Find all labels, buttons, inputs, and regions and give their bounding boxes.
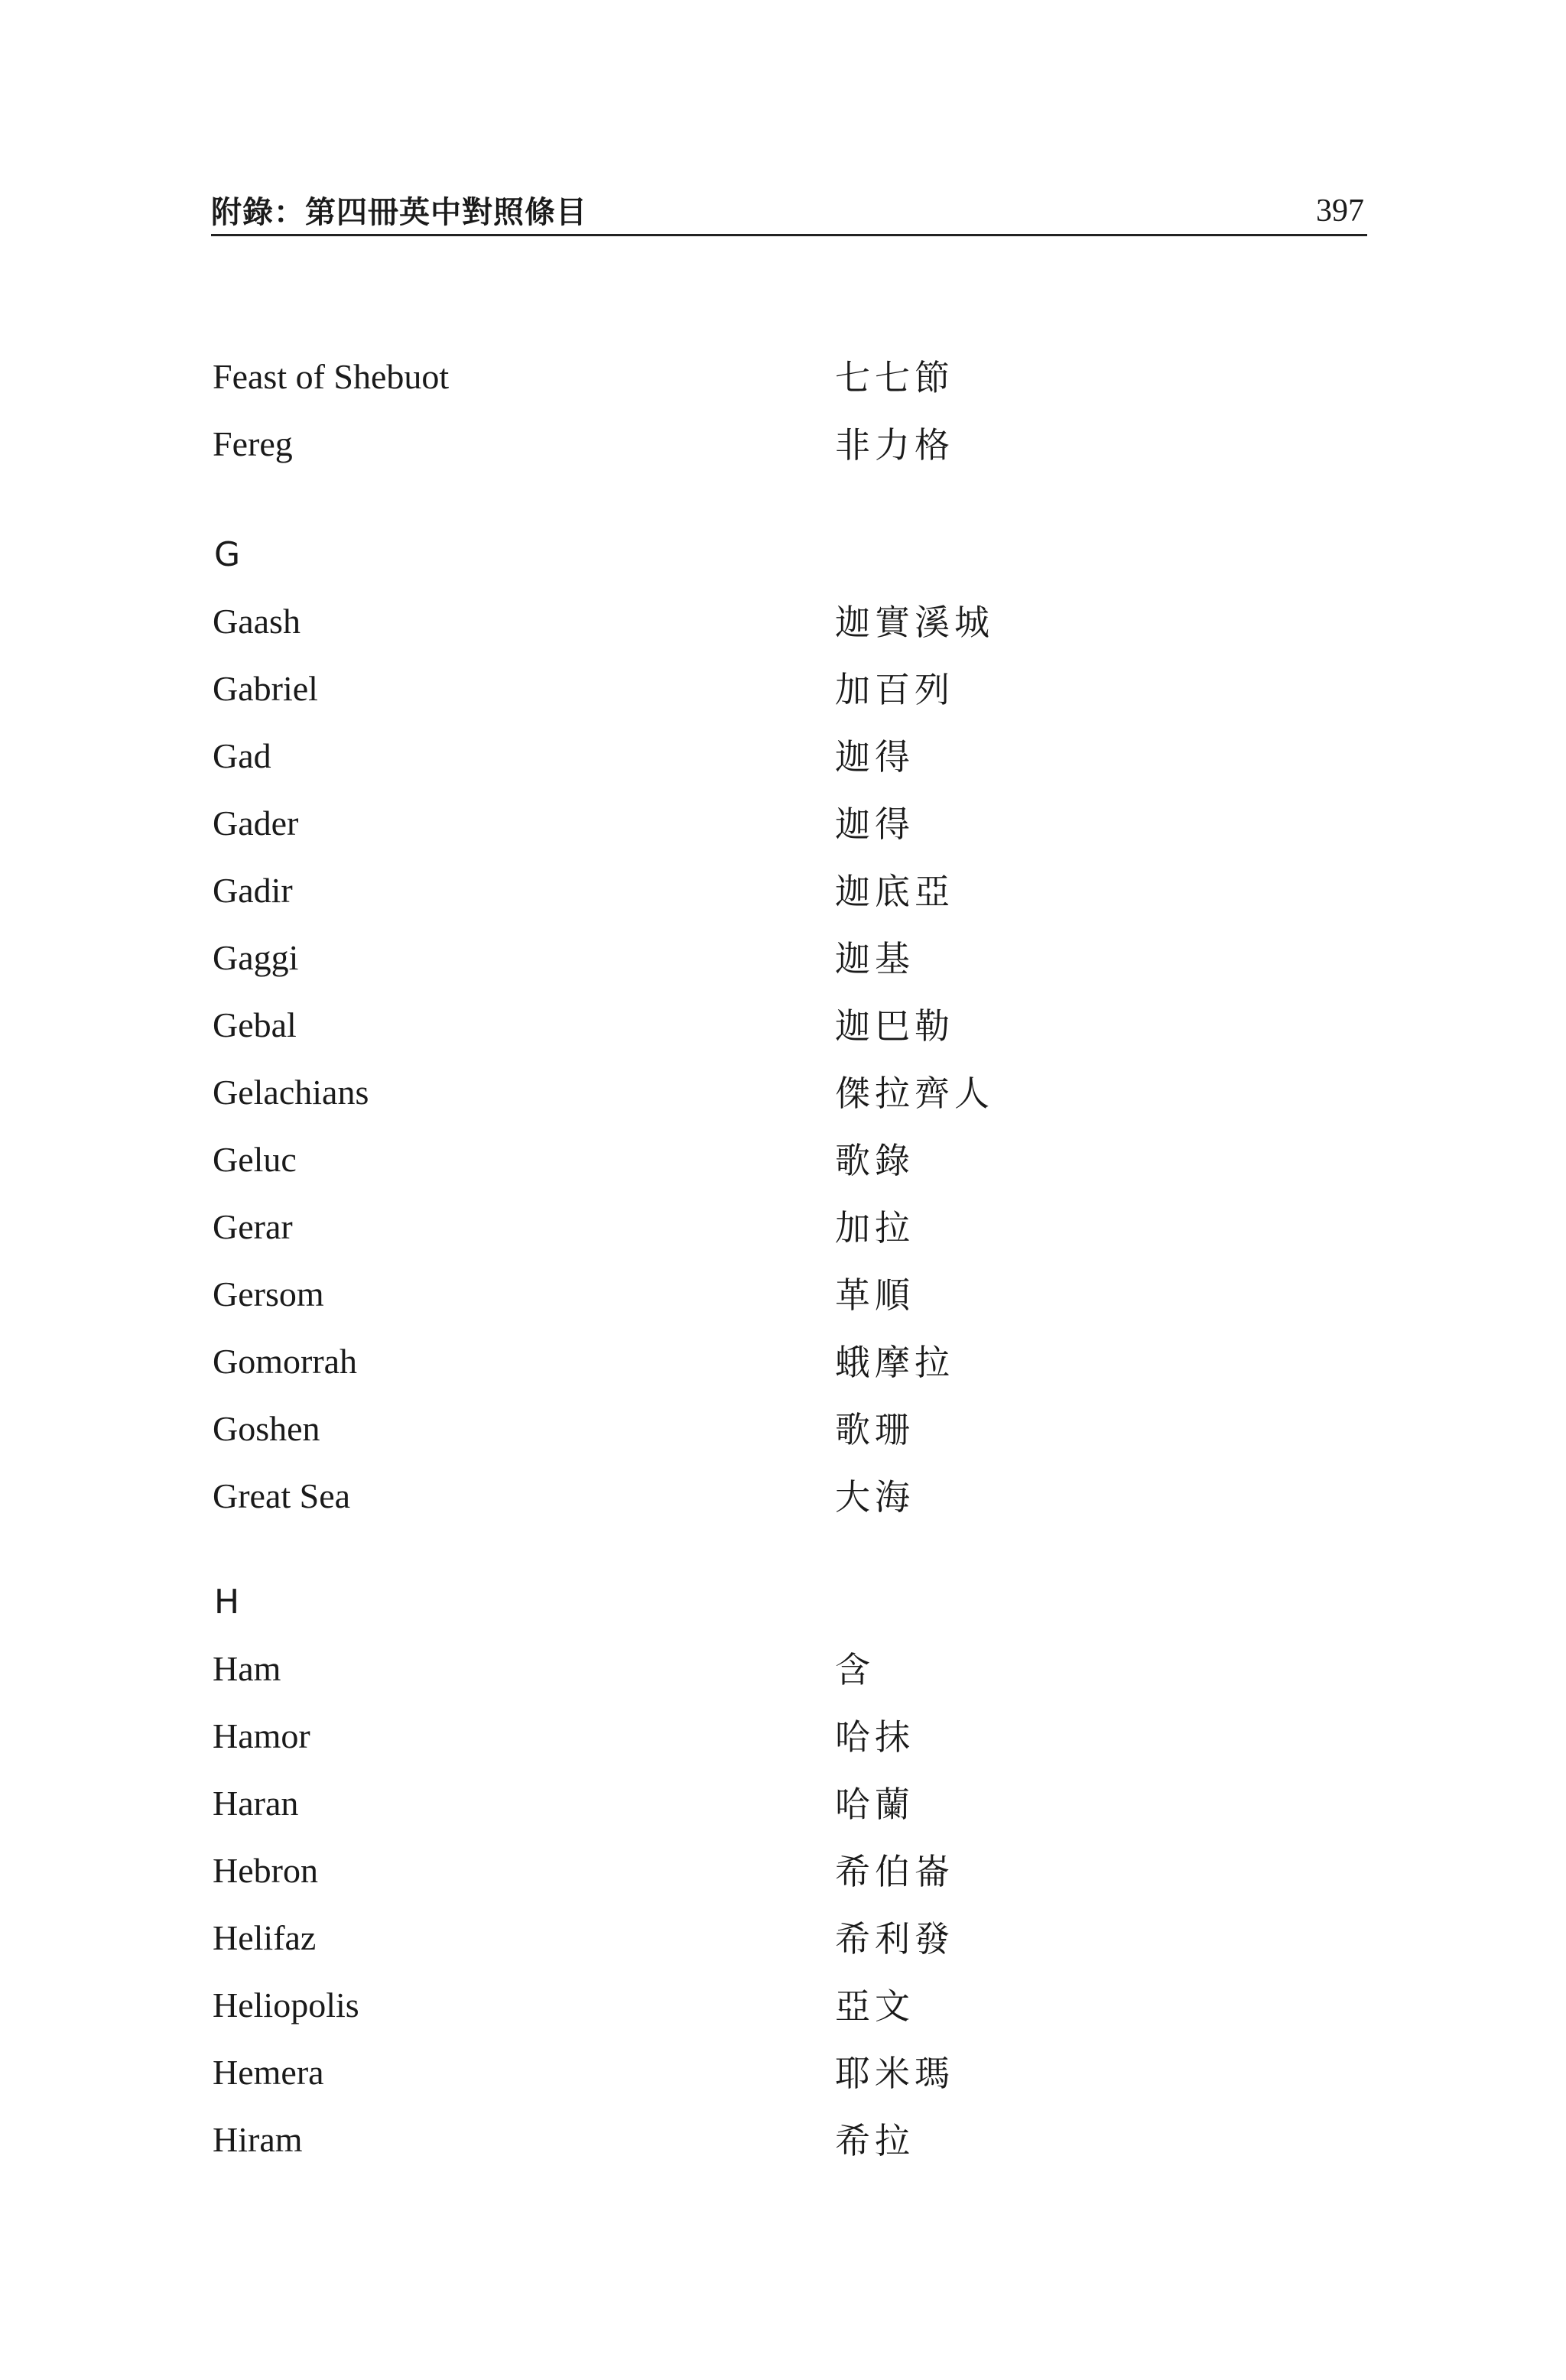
entry-row	[0, 1072, 1566, 1133]
entry-row	[0, 1716, 1566, 1777]
english-term: Gaash	[213, 602, 301, 641]
section-letter-h: H	[214, 1583, 240, 1622]
english-term: Hiram	[213, 2120, 303, 2159]
entry-row	[0, 1206, 1566, 1268]
entry-row	[0, 1139, 1566, 1200]
chinese-term: 大海	[835, 1476, 915, 1518]
entry-row	[0, 1917, 1566, 1979]
entry-row	[0, 1648, 1566, 1710]
chinese-term: 哈抹	[835, 1716, 915, 1758]
entry-row	[0, 735, 1566, 797]
english-term: Gerar	[213, 1207, 293, 1246]
english-term: Great Sea	[213, 1476, 351, 1515]
chinese-term: 含	[835, 1649, 875, 1690]
running-title: 附錄：第四冊英中對照條目	[211, 195, 587, 230]
english-term: Ham	[213, 1649, 281, 1688]
entry-row	[0, 601, 1566, 662]
chinese-term: 希拉	[835, 2120, 915, 2161]
english-term: Gader	[213, 804, 299, 843]
page-header	[211, 188, 1367, 236]
english-term: Haran	[213, 1784, 299, 1823]
chinese-term: 哈蘭	[835, 1784, 915, 1825]
entry-row	[0, 2119, 1566, 2180]
english-term: Helifaz	[213, 1918, 317, 1957]
entry-row	[0, 1850, 1566, 1911]
chinese-term: 迦得	[835, 736, 915, 778]
chinese-term: 耶米瑪	[835, 2053, 954, 2094]
english-term: Fereg	[213, 424, 293, 463]
chinese-term: 加拉	[835, 1207, 915, 1248]
section-letter-g: G	[214, 535, 241, 574]
entry-row	[0, 668, 1566, 729]
entry-row	[0, 1783, 1566, 1844]
chinese-term: 歌珊	[835, 1409, 915, 1450]
entry-row	[0, 1985, 1566, 2046]
page-number: 397	[1316, 193, 1364, 229]
english-term: Hebron	[213, 1851, 318, 1890]
chinese-term: 亞文	[835, 1985, 915, 2027]
english-term: Hemera	[213, 2053, 324, 2092]
chinese-term: 革順	[835, 1274, 915, 1316]
entry-row	[0, 1274, 1566, 1335]
entry-row	[0, 1341, 1566, 1402]
chinese-term: 迦巴勒	[835, 1005, 954, 1047]
chinese-term: 七七節	[835, 357, 954, 398]
entry-row	[0, 1408, 1566, 1469]
chinese-term: 迦得	[835, 804, 915, 845]
chinese-term: 希利發	[835, 1918, 954, 1960]
entry-row	[0, 356, 1566, 417]
english-term: Gomorrah	[213, 1342, 358, 1381]
english-term: Geluc	[213, 1140, 297, 1179]
english-term: Gelachians	[213, 1073, 369, 1112]
entry-row	[0, 424, 1566, 485]
english-term: Gad	[213, 736, 271, 775]
chinese-term: 非力格	[835, 424, 954, 466]
entry-row	[0, 1005, 1566, 1066]
chinese-term: 迦實溪城	[835, 602, 994, 643]
chinese-term: 加百列	[835, 669, 954, 710]
english-term: Hamor	[213, 1716, 310, 1755]
chinese-term: 蛾摩拉	[835, 1342, 954, 1383]
entry-row	[0, 870, 1566, 931]
english-term: Goshen	[213, 1409, 320, 1448]
english-term: Gebal	[213, 1005, 297, 1044]
english-term: Gabriel	[213, 669, 318, 708]
english-term: Gaggi	[213, 938, 299, 977]
entry-row	[0, 2052, 1566, 2113]
english-term: Heliopolis	[213, 1985, 359, 2024]
entry-row	[0, 1476, 1566, 1537]
english-term: Gersom	[213, 1274, 324, 1313]
english-term: Feast of Shebuot	[213, 357, 450, 396]
chinese-term: 希伯崙	[835, 1851, 954, 1892]
english-term: Gadir	[213, 871, 293, 910]
chinese-term: 迦基	[835, 938, 915, 979]
chinese-term: 歌錄	[835, 1140, 915, 1181]
entry-row	[0, 937, 1566, 998]
chinese-term: 傑拉齊人	[835, 1073, 994, 1114]
entry-row	[0, 803, 1566, 864]
chinese-term: 迦底亞	[835, 871, 954, 912]
